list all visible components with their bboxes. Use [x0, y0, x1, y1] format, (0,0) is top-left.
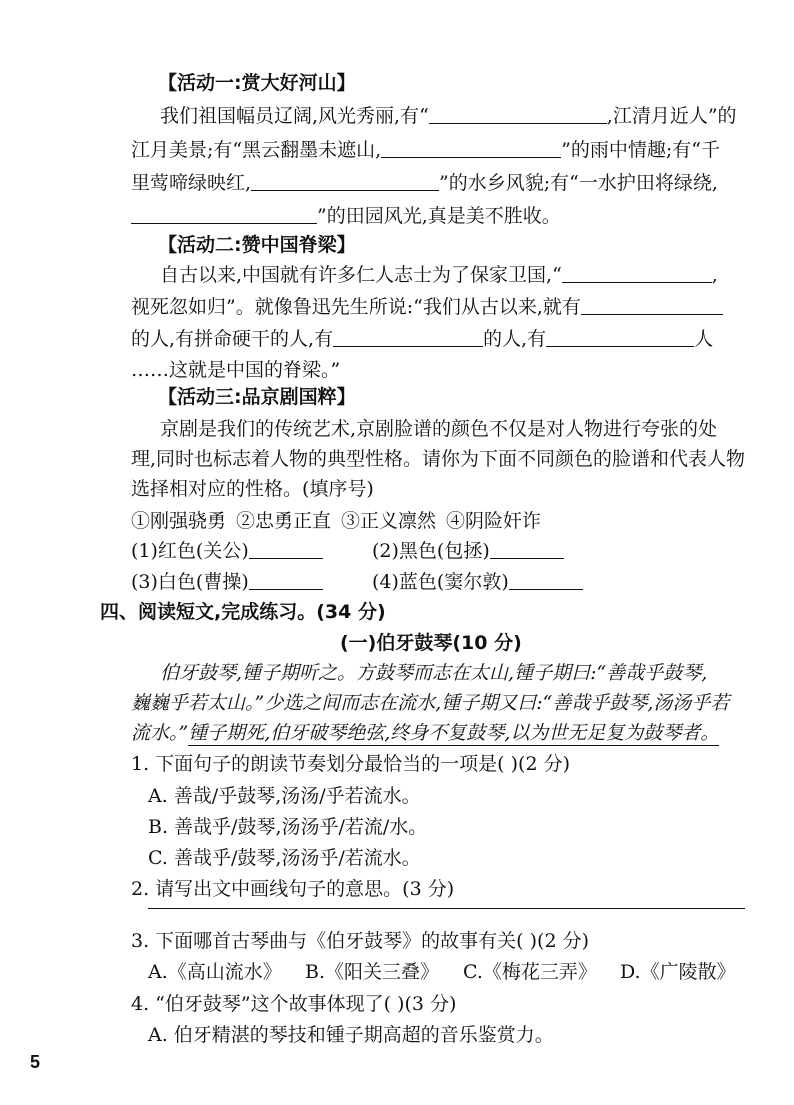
face-mask-item-2	[372, 538, 564, 564]
activity2-line3-text-a: 的人,有拼命硬干的人,有	[131, 328, 334, 350]
question-3-option-c[interactable]: C.《梅花三弄》	[463, 961, 597, 983]
question-2: 2. 请写出文中画线句子的意思。(3 分)	[131, 878, 455, 900]
face-mask-item-4	[372, 569, 583, 595]
face-mask-item-3	[131, 569, 323, 595]
item-label: (3)白色(曹操)	[131, 571, 249, 593]
question-4: 4. “伯牙鼓琴”这个故事体现了( )(3 分)	[131, 993, 457, 1015]
activity1-line2	[131, 137, 720, 163]
activity3-para-2: 理,同时也标志着人物的典型性格。请你为下面不同颜色的脸谱和代表人物	[131, 448, 746, 470]
answer-blank[interactable]	[546, 328, 694, 347]
question-3-option-d[interactable]: D.《广陵散》	[620, 961, 736, 983]
activity2-line4: ……这就是中国的脊梁。”	[131, 359, 341, 381]
activity1-line3	[131, 170, 718, 196]
activity1-line3-text-b: ”的水乡风貌;有“一水护田将绿绕,	[439, 172, 718, 194]
question-1-option-b[interactable]: B. 善哉乎/鼓琴,汤汤乎/若流/水。	[148, 816, 428, 838]
activity1-line1-text-b: ,江清月近人”的	[606, 105, 737, 127]
question-1-option-a[interactable]: A. 善哉/乎鼓琴,汤汤/乎若流水。	[148, 785, 421, 807]
answer-blank[interactable]	[131, 205, 317, 224]
page-number: 5	[30, 1052, 41, 1072]
option-4: ④阴险奸诈	[446, 510, 542, 532]
option-2: ②忠勇正直	[236, 510, 332, 532]
activity2-line2-text: 视死忽如归”。就像鲁迅先生所说:“我们从古以来,就有	[131, 296, 581, 318]
underlined-sentence: 锺子期死,伯牙破琴绝弦,终身不复鼓琴,以为世无足复为鼓琴者。	[188, 722, 720, 744]
answer-blank[interactable]	[249, 571, 323, 590]
answer-blank[interactable]	[251, 172, 439, 191]
activity1-line1-text-a: 我们祖国幅员辽阔,风光秀丽,有“	[160, 105, 429, 127]
item-label: (1)红色(关公)	[131, 540, 249, 562]
answer-blank[interactable]	[429, 105, 607, 124]
question-4-option-a[interactable]: A. 伯牙精湛的琴技和锺子期高超的音乐鉴赏力。	[148, 1024, 554, 1046]
option-3: ③正义凛然	[341, 510, 437, 532]
question-3-option-a[interactable]: A.《高山流水》	[148, 961, 282, 983]
question-2-answer-line[interactable]	[148, 908, 745, 909]
classical-text-line3-a: 流水。”	[131, 722, 189, 744]
activity1-line2-text-a: 江月美景;有“黑云翻墨未遮山,	[131, 139, 382, 161]
activity1-line4-text: ”的田园风光,真是美不胜收。	[317, 205, 561, 227]
answer-blank[interactable]	[381, 139, 561, 158]
activity1-line2-text-b: ”的雨中情趣;有“千	[561, 139, 720, 161]
answer-blank[interactable]	[509, 571, 583, 590]
classical-text-line1: 伯牙鼓琴,锺子期听之。方鼓琴而志在太山,锺子期曰:“善哉乎鼓琴,	[160, 662, 708, 684]
answer-blank[interactable]	[581, 296, 723, 315]
answer-blank[interactable]	[490, 540, 564, 559]
classical-text-line2: 巍巍乎若太山。”少选之间而志在流水,锺子期又曰:“善哉乎鼓琴,汤汤乎若	[131, 692, 730, 714]
activity1-line3-text-a: 里莺啼绿映红,	[131, 172, 252, 194]
activity2-line3-text-c: 人	[694, 328, 714, 350]
item-label: (2)黑色(包拯)	[372, 540, 490, 562]
option-1: ①刚强骁勇	[131, 510, 227, 532]
question-3: 3. 下面哪首古琴曲与《伯牙鼓琴》的故事有关( )(2 分)	[131, 930, 589, 952]
activity2-line1	[160, 262, 718, 288]
activity3-para-1: 京剧是我们的传统艺术,京剧脸谱的颜色不仅是对人物进行夸张的处	[160, 418, 718, 440]
activity1-heading: 【活动一:赏大好河山】	[158, 72, 356, 94]
activity3-heading: 【活动三:品京剧国粹】	[158, 386, 356, 408]
activity2-line1-text-b: ,	[711, 264, 718, 286]
question-1: 1. 下面句子的朗读节奏划分最恰当的一项是( )(2 分)	[131, 753, 570, 775]
question-3-option-b[interactable]: B.《阳关三叠》	[305, 961, 440, 983]
question-1-option-c[interactable]: C. 善哉乎/鼓琴,汤汤乎/若流水。	[148, 847, 421, 869]
section4-heading: 四、阅读短文,完成练习。(34 分)	[100, 601, 386, 623]
activity3-para-3: 选择相对应的性格。(填序号)	[131, 478, 374, 500]
face-mask-item-1	[131, 538, 323, 564]
activity2-line1-text-a: 自古以来,中国就有许多仁人志士为了保家卫国,“	[160, 264, 562, 286]
section4-subheading: (一)伯牙鼓琴(10 分)	[340, 632, 522, 654]
activity2-line3	[131, 326, 713, 352]
answer-blank[interactable]	[562, 264, 712, 283]
item-label: (4)蓝色(窦尔敦)	[372, 571, 509, 593]
activity1-line1	[160, 103, 737, 129]
activity2-line2	[131, 294, 723, 320]
classical-text-line3	[131, 720, 719, 746]
activity2-line3-text-b: 的人,有	[483, 328, 547, 350]
activity1-line4	[131, 203, 561, 229]
activity2-heading: 【活动二:赞中国脊梁】	[158, 234, 356, 256]
personality-options	[131, 508, 541, 534]
answer-blank[interactable]	[249, 540, 323, 559]
answer-blank[interactable]	[333, 328, 483, 347]
